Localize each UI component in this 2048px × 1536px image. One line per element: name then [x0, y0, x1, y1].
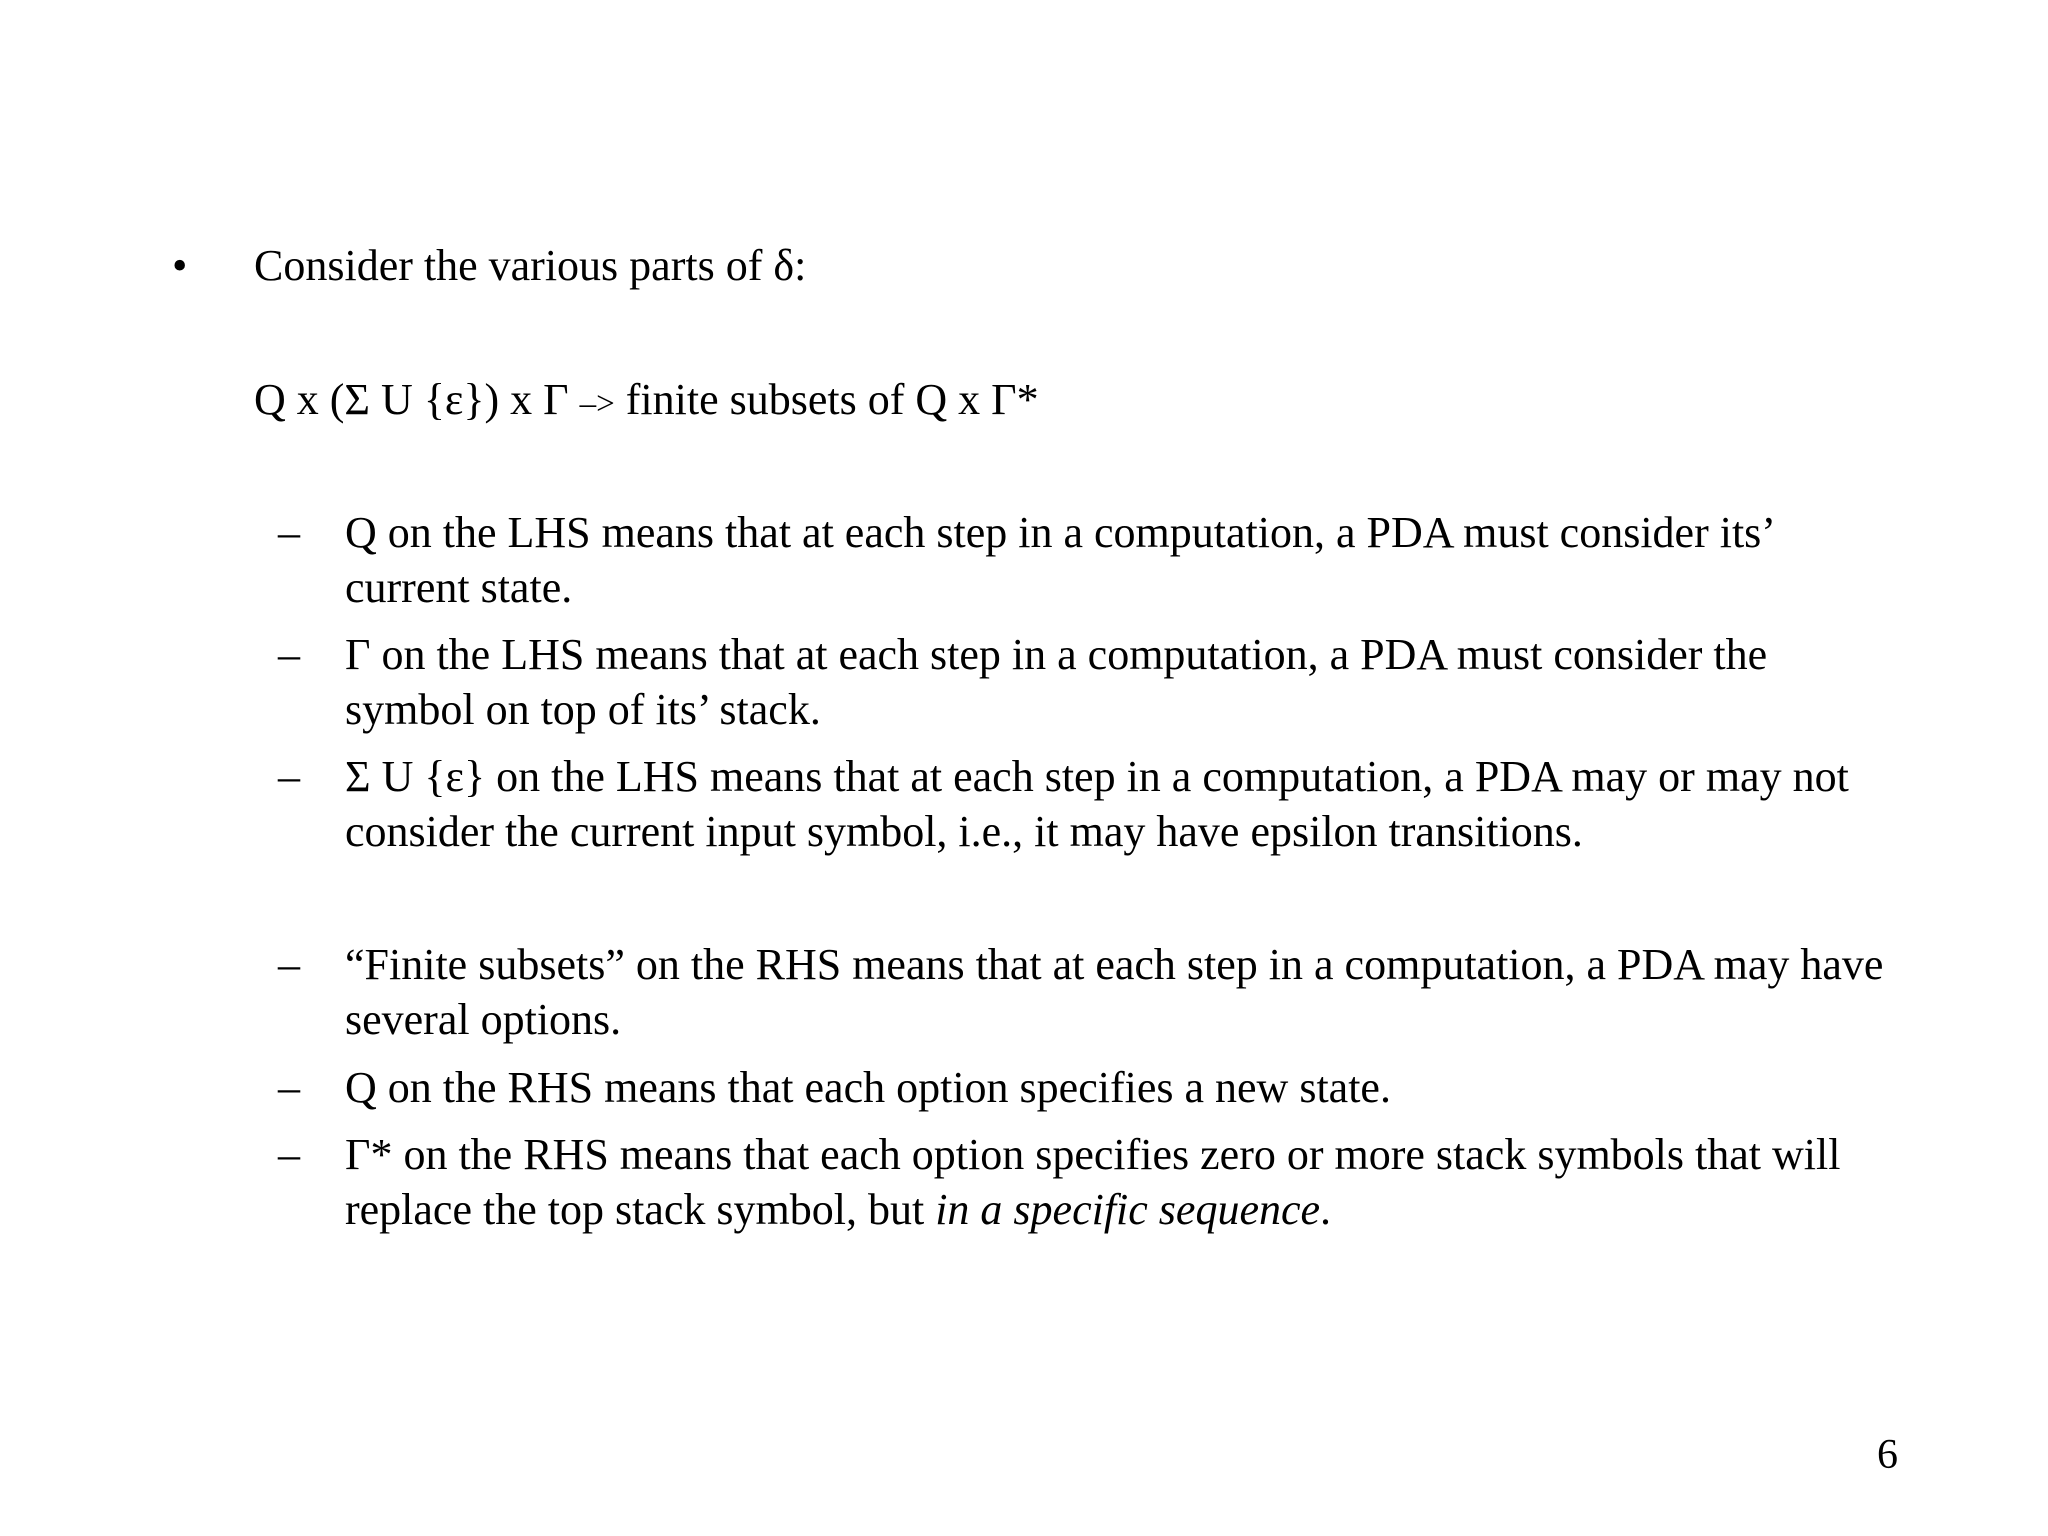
sub-item-text-plain: Γ* on the RHS means that each option specifies zero or more stack symbols that will replace the top stack symbol, but — [345, 1130, 1841, 1234]
formula-arrow: –> — [579, 386, 615, 422]
formula-right: finite subsets of Q x Γ* — [614, 375, 1039, 424]
sub-item-text: “Finite subsets” on the RHS means that at each step in a computation, a PDA may have several options. — [345, 940, 1884, 1044]
dash-marker: – — [278, 940, 300, 989]
dash-marker: – — [278, 630, 300, 679]
sub-item-text-end: . — [1320, 1185, 1332, 1234]
dash-marker: – — [278, 1130, 300, 1179]
sub-item-text — [345, 1127, 1885, 1237]
transition-function-formula — [254, 372, 1039, 432]
dash-marker: – — [278, 1063, 300, 1112]
page-number: 6 — [1877, 1432, 1898, 1478]
bullet-text: Consider the various parts of δ: — [254, 241, 807, 290]
formula-left: Q x (Σ U {ε}) x Γ — [254, 375, 580, 424]
dash-marker: – — [278, 752, 300, 801]
bullet-marker: • — [172, 241, 188, 290]
dash-marker: – — [278, 508, 300, 557]
sub-item-text: Q on the RHS means that each option specifies a new state. — [345, 1063, 1391, 1112]
sub-item-text: Q on the LHS means that at each step in a computation, a PDA must consider its’ current state. — [345, 508, 1773, 612]
sub-item-text: Σ U {ε} on the LHS means that at each step in a computation, a PDA may or may not consider the current input symbol, i.e., it may have epsilon transitions. — [345, 752, 1849, 856]
sub-item-text: Γ on the LHS means that at each step in a computation, a PDA must consider the symbol on top of its’ stack. — [345, 630, 1768, 734]
sub-item-text-italic: in a specific sequence — [935, 1185, 1321, 1234]
